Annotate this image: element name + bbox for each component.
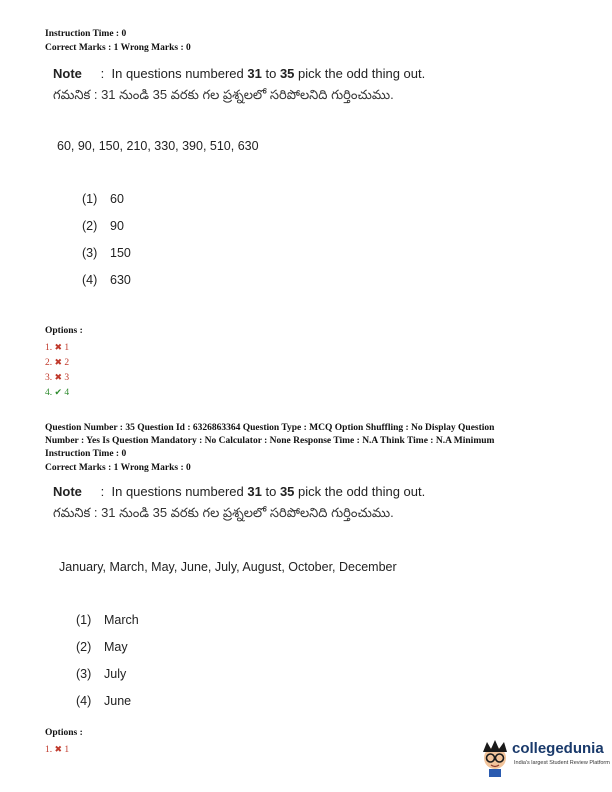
option-number: (2) [82,219,98,233]
option-text: June [104,694,132,708]
question-series: January, March, May, June, July, August, October, December [59,560,397,574]
option-2 [76,640,128,654]
answer-row [45,370,69,386]
option-number: (3) [76,667,92,681]
option-text: May [104,640,128,654]
option-number: (4) [82,273,98,287]
option-number: (1) [82,192,98,206]
option-number: (3) [82,246,98,260]
note-sep: : [100,484,105,499]
instruction-time: Instruction Time : 0 [45,29,127,39]
question-meta-line-2: Number : Yes Is Question Mandatory : No Calculator : None Response Time : N.A Think Time : N.A Minimum [45,436,495,446]
question-note [53,484,573,524]
option-number: (2) [76,640,92,654]
options-heading: Options : [45,728,83,738]
question-meta-line-1: Question Number : 35 Question Id : 6326863364 Question Type : MCQ Option Shuffling : No Display Question [45,423,495,433]
cross-icon: ✖ [54,744,63,754]
answer-index: 2. [45,358,53,368]
option-4 [76,694,131,708]
marks-info: Correct Marks : 1 Wrong Marks : 0 [45,463,191,473]
note-text-mid: to [265,66,277,81]
note-text-post: pick the odd thing out. [298,484,426,499]
answer-value: 4 [64,388,70,398]
answer-index: 3. [45,373,53,383]
option-text: 150 [110,246,131,260]
option-text: 60 [110,192,124,206]
note-text-mid: to [265,484,277,499]
answer-value: 1 [64,745,70,755]
collegedunia-logo [478,738,610,780]
cross-icon: ✖ [54,342,63,352]
cross-icon: ✖ [54,372,63,382]
note-label: Note [53,484,82,499]
option-1 [82,192,124,206]
option-text: 90 [110,219,124,233]
option-3 [76,667,126,681]
note-label: Note [53,66,82,81]
mascot-icon [478,738,512,778]
option-number: (4) [76,694,92,708]
answer-index: 1. [45,745,53,755]
option-number: (1) [76,613,92,627]
option-4 [82,273,131,287]
note-number-start: 31 [247,484,262,499]
note-number-start: 31 [247,66,262,81]
question-series: 60, 90, 150, 210, 330, 390, 510, 630 [57,139,259,153]
note-number-end: 35 [279,66,295,81]
answer-row [45,355,69,371]
note-sep: : [100,66,105,81]
note-text-pre: In questions numbered [111,484,244,499]
answer-value: 1 [64,343,70,353]
option-3 [82,246,131,260]
answer-index: 4. [45,388,53,398]
option-text: 630 [110,273,131,287]
logo-wordmark: collegedunia [512,740,604,757]
answer-index: 1. [45,343,53,353]
marks-info: Correct Marks : 1 Wrong Marks : 0 [45,43,191,53]
note-number-end: 35 [279,484,295,499]
question-meta [45,422,570,448]
telugu-note: గమనిక : 31 నుండి 35 వరకు గల ప్రశ్నలలో సరిపోలనిది గుర్తించుము. [53,87,394,102]
note-text-pre: In questions numbered [111,66,244,81]
note-text-post: pick the odd thing out. [298,66,426,81]
telugu-note: గమనిక : 31 నుండి 35 వరకు గల ప్రశ్నలలో సరిపోలనిది గుర్తించుము. [53,505,394,520]
options-heading: Options : [45,326,83,336]
option-text: March [104,613,139,627]
answer-value: 3 [64,373,70,383]
instruction-time: Instruction Time : 0 [45,449,127,459]
answer-row-correct [45,385,69,401]
logo-tagline: India's largest Student Review Platform [514,760,610,766]
answer-value: 2 [64,358,70,368]
check-icon: ✔ [54,387,63,397]
option-2 [82,219,124,233]
option-1 [76,613,139,627]
question-note [53,66,573,106]
option-text: July [104,667,127,681]
answer-row [45,340,69,356]
cross-icon: ✖ [54,357,63,367]
answer-row [45,742,69,758]
